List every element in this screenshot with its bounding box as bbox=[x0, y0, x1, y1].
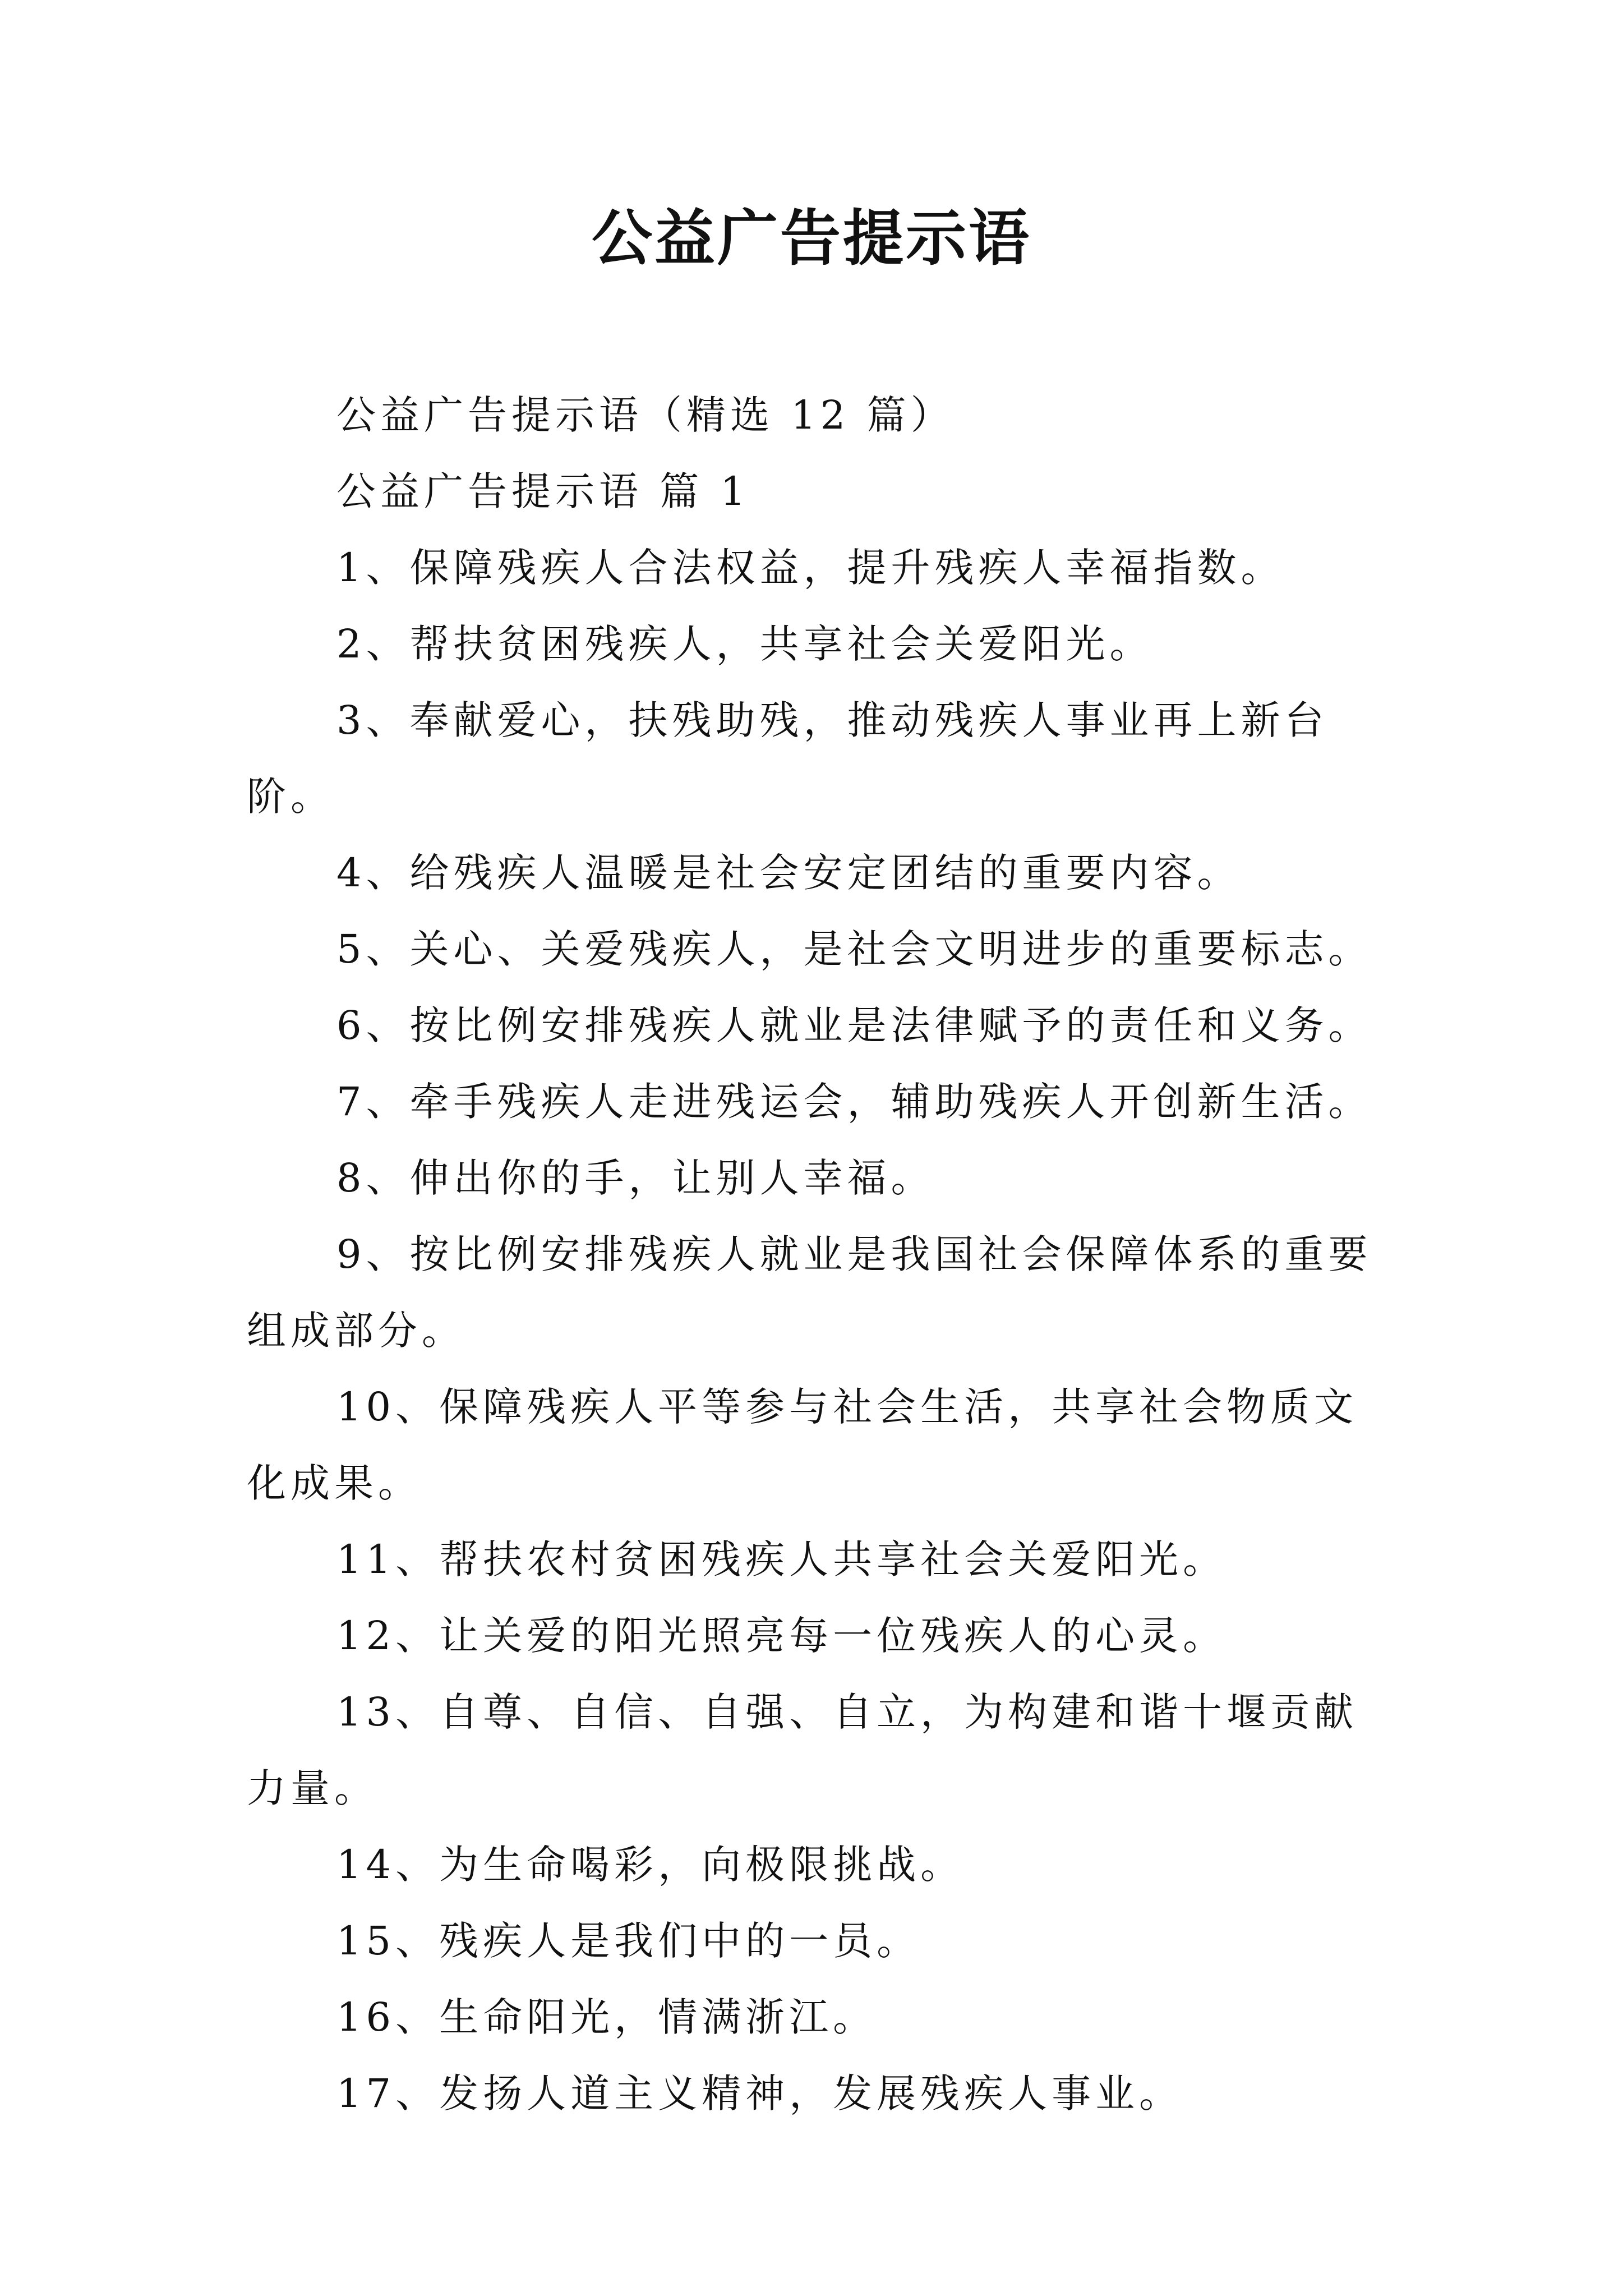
list-item-6: 6、按比例安排残疾人就业是法律赋予的责任和义务。 bbox=[336, 1002, 1372, 1048]
list-item-11: 11、帮扶农村贫困残疾人共享社会关爱阳光。 bbox=[336, 1536, 1227, 1582]
list-item-16: 16、生命阳光，情满浙江。 bbox=[336, 1994, 877, 2040]
page-title: 公益广告提示语 bbox=[591, 203, 1031, 274]
list-item-8: 8、伸出你的手，让别人幸福。 bbox=[336, 1155, 935, 1201]
list-item-7: 7、牵手残疾人走进残运会，辅助残疾人开创新生活。 bbox=[336, 1079, 1372, 1125]
list-item-5: 5、关心、关爱残疾人，是社会文明进步的重要标志。 bbox=[336, 926, 1372, 972]
document-subtitle: 公益广告提示语（精选 12 篇） bbox=[336, 392, 955, 438]
list-item-2: 2、帮扶贫困残疾人，共享社会关爱阳光。 bbox=[336, 621, 1154, 667]
document-body bbox=[247, 377, 1375, 2132]
list-item-10: 10、保障残疾人平等参与社会生活，共享社会物质文化成果。 bbox=[247, 1384, 1358, 1506]
section-heading: 公益广告提示语 篇 1 bbox=[336, 468, 750, 514]
list-item-13: 13、自尊、自信、自强、自立，为构建和谐十堰贡献力量。 bbox=[247, 1689, 1358, 1811]
list-item-17: 17、发扬人道主义精神，发展残疾人事业。 bbox=[336, 2070, 1183, 2116]
list-item-12: 12、让关爱的阳光照亮每一位残疾人的心灵。 bbox=[336, 1613, 1227, 1659]
list-item-9: 9、按比例安排残疾人就业是我国社会保障体系的重要组成部分。 bbox=[247, 1231, 1372, 1354]
list-item-1: 1、保障残疾人合法权益，提升残疾人幸福指数。 bbox=[336, 545, 1285, 591]
list-item-14: 14、为生命喝彩，向极限挑战。 bbox=[336, 1842, 965, 1888]
list-item-15: 15、残疾人是我们中的一员。 bbox=[336, 1918, 921, 1964]
list-item-4: 4、给残疾人温暖是社会安定团结的重要内容。 bbox=[336, 850, 1241, 896]
list-item-3: 3、奉献爱心，扶残助残，推动残疾人事业再上新台阶。 bbox=[247, 697, 1329, 820]
